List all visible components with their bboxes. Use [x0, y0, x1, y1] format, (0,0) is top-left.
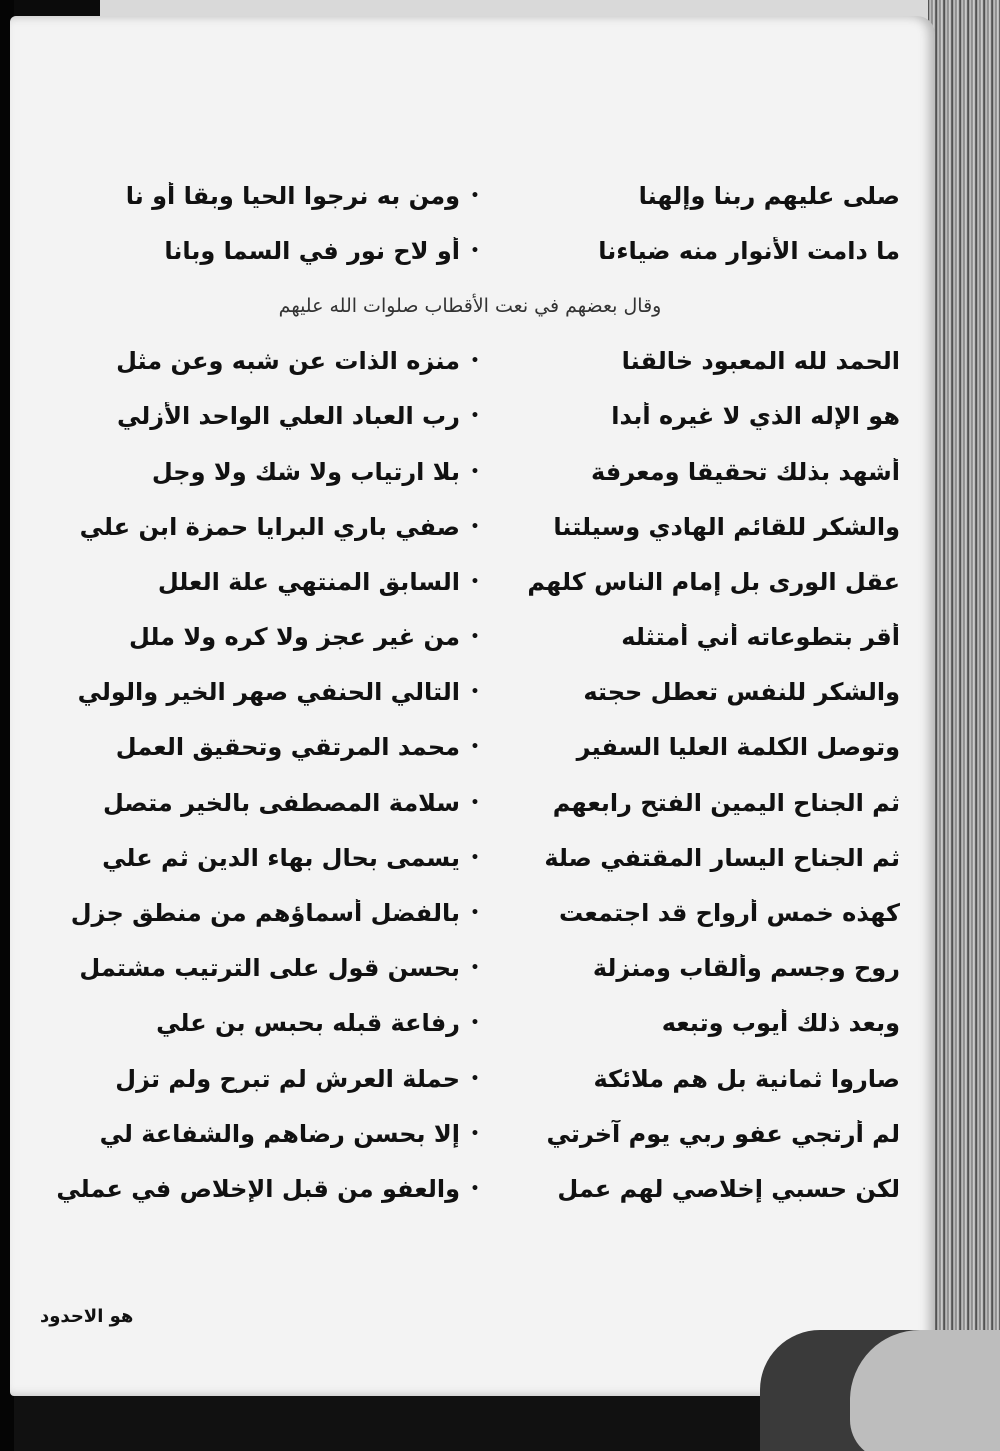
poem-text-block	[40, 168, 900, 1217]
verse-first-hemistich: روح وجسم وألقاب ومنزلة	[592, 954, 900, 983]
section-heading-text: وقال بعضهم في نعت الأقطاب صلوات الله عليهم	[278, 294, 662, 317]
verse-separator: •	[470, 242, 480, 259]
verse-separator: •	[470, 794, 480, 811]
verse-first-hemistich: والشكر للقائم الهادي وسيلتنا	[553, 512, 900, 541]
verse-second-hemistich: منزه الذات عن شبه وعن مثل	[116, 347, 460, 376]
verse-line	[40, 168, 900, 223]
verse-first-hemistich: هو الإله الذي لا غيره أبدا	[611, 402, 900, 431]
book-page-edges	[928, 0, 1000, 1451]
verse-first-hemistich: كهذه خمس أرواح قد اجتمعت	[559, 899, 900, 928]
verse-line	[40, 1051, 900, 1106]
verse-line	[40, 720, 900, 775]
verse-line	[40, 885, 900, 940]
verse-line	[40, 334, 900, 389]
verse-separator: •	[470, 187, 480, 204]
section-heading	[40, 278, 900, 333]
verse-second-hemistich: محمد المرتقي وتحقيق العمل	[115, 733, 460, 762]
verse-first-hemistich: لم أرتجي عفو ربي يوم آخرتي	[546, 1119, 900, 1148]
verse-separator: •	[470, 1125, 480, 1142]
verse-separator: •	[470, 629, 480, 646]
verse-separator: •	[470, 463, 480, 480]
verse-line	[40, 665, 900, 720]
verse-first-hemistich: ثم الجناح اليمين الفتح رابعهم	[552, 788, 900, 817]
verse-separator: •	[470, 905, 480, 922]
verse-separator: •	[470, 739, 480, 756]
verse-second-hemistich: ومن به نرجوا الحيا وبقا أو نا	[125, 181, 460, 210]
verse-second-hemistich: إلا بحسن رضاهم والشفاعة لي	[99, 1119, 460, 1148]
verse-separator: •	[470, 960, 480, 977]
verse-line	[40, 996, 900, 1051]
verse-line	[40, 499, 900, 554]
verse-line	[40, 444, 900, 499]
verse-second-hemistich: حملة العرش لم تبرح ولم تزل	[115, 1064, 460, 1093]
verse-line	[40, 941, 900, 996]
verse-first-hemistich: وتوصل الكلمة العليا السفير	[576, 733, 900, 762]
verse-separator: •	[470, 1070, 480, 1087]
verse-second-hemistich: بلا ارتياب ولا شك ولا وجل	[151, 457, 460, 486]
verse-second-hemistich: بالفضل أسماؤهم من منطق جزل	[70, 899, 460, 928]
verse-separator: •	[470, 1015, 480, 1032]
verse-first-hemistich: أقر بتطوعاته أني أمتثله	[621, 623, 900, 652]
verse-second-hemistich: سلامة المصطفى بالخير متصل	[103, 788, 460, 817]
verse-first-hemistich: ما دامت الأنوار منه ضياءنا	[598, 236, 900, 265]
verse-separator: •	[470, 684, 480, 701]
verse-line	[40, 775, 900, 830]
verse-second-hemistich: السابق المنتهي علة العلل	[157, 567, 460, 596]
verse-second-hemistich: رفاعة قبله بحبس بن علي	[156, 1009, 460, 1038]
verse-second-hemistich: يسمى بحال بهاء الدين ثم علي	[102, 843, 460, 872]
verse-separator: •	[470, 1180, 480, 1197]
holding-thumb	[850, 1330, 1000, 1451]
verse-first-hemistich: ثم الجناح اليسار المقتفي صلة	[544, 843, 900, 872]
verse-line	[40, 389, 900, 444]
verse-first-hemistich: صاروا ثمانية بل هم ملائكة	[593, 1064, 900, 1093]
verse-separator: •	[470, 353, 480, 370]
verse-first-hemistich: والشكر للنفس تعطل حجته	[583, 678, 900, 707]
verse-separator: •	[470, 849, 480, 866]
verse-separator: •	[470, 408, 480, 425]
verse-line	[40, 223, 900, 278]
verse-line	[40, 1106, 900, 1161]
verse-second-hemistich: صفي باري البرايا حمزة ابن علي	[79, 512, 460, 541]
verse-second-hemistich: أو لاح نور في السما وبانا	[164, 236, 460, 265]
verse-line	[40, 554, 900, 609]
verse-first-hemistich: عقل الورى بل إمام الناس كلهم	[527, 567, 900, 596]
verse-second-hemistich: رب العباد العلي الواحد الأزلي	[116, 402, 460, 431]
verse-separator: •	[470, 518, 480, 535]
verse-first-hemistich: أشهد بذلك تحقيقا ومعرفة	[590, 457, 900, 486]
verse-first-hemistich: صلى عليهم ربنا وإلهنا	[638, 181, 900, 210]
verse-first-hemistich: وبعد ذلك أيوب وتبعه	[661, 1009, 900, 1038]
verse-first-hemistich: الحمد لله المعبود خالقنا	[621, 347, 900, 376]
verse-separator: •	[470, 573, 480, 590]
verse-second-hemistich: التالي الحنفي صهر الخير والولي	[77, 678, 460, 707]
verse-second-hemistich: من غير عجز ولا كره ولا ملل	[128, 623, 460, 652]
verse-first-hemistich: لكن حسبي إخلاصي لهم عمل	[557, 1174, 900, 1203]
verse-line	[40, 610, 900, 665]
verse-line	[40, 830, 900, 885]
verse-second-hemistich: والعفو من قبل الإخلاص في عملي	[56, 1174, 460, 1203]
catchword: هو الاحدود	[40, 1306, 134, 1327]
verse-line	[40, 1161, 900, 1216]
verse-second-hemistich: بحسن قول على الترتيب مشتمل	[79, 954, 460, 983]
